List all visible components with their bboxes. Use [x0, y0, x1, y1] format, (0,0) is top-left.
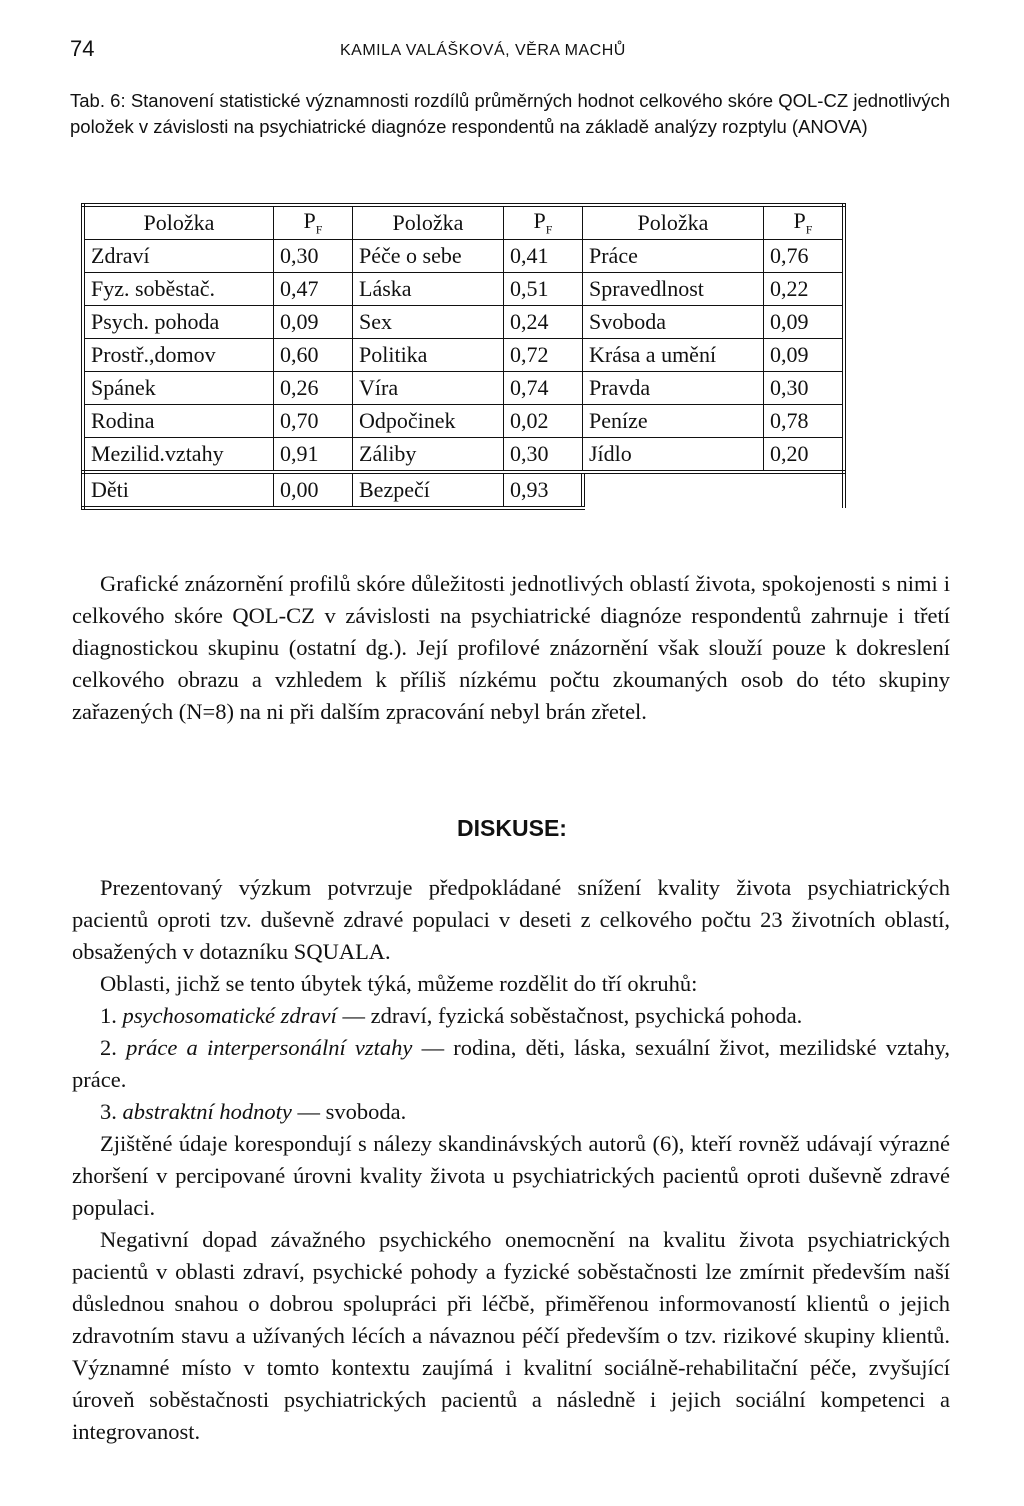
cell-item: Odpočinek	[353, 405, 504, 438]
cell-item: Víra	[353, 372, 504, 405]
discussion-body	[72, 872, 950, 1448]
running-head: KAMILA VALÁŠKOVÁ, VĚRA MACHŮ	[340, 42, 626, 59]
cell-pf: 0,22	[764, 273, 845, 306]
cell-pf: 0,09	[274, 306, 353, 339]
header-pf: $P_F$	[274, 205, 353, 240]
paragraph-research: Prezentovaný výzkum potvrzuje předpokládané snížení kvality života psychiatrických pacientů oproti tzv. duševně zdravé populaci v deseti z celkového počtu 23 životních oblastí, obsažených v dotazníku SQUALA.	[72, 875, 950, 964]
cell-pf: 0,26	[274, 372, 353, 405]
paragraph-impact: Negativní dopad závažného psychického onemocnění na kvalitu života psychiatrických pacientů v oblasti zdraví, psychické pohody a fyzické soběstačnosti lze zmírnit především naší důslednou snahou o dobrou spolupráci při léčbě, přiměřenou informovaností klientů o jejich zdravotním stavu a užívaných lécích a návaznou péčí především o tzv. rizikové skupiny klientů. Významné místo v tomto kontextu zaujímá i kvalitní sociálně-rehabilitační péče, zvyšující úroveň soběstačnosti psychiatrických pacientů a následně i jejich sociální kompetenci a integrovanost.	[72, 1227, 950, 1444]
cell-pf: 0,72	[504, 339, 583, 372]
cell-pf: 0,41	[504, 240, 583, 273]
header-item: Položka	[583, 205, 764, 240]
cell-pf: 0,30	[274, 240, 353, 273]
cell-item: Spánek	[83, 372, 274, 405]
table-row	[83, 339, 844, 372]
table-row	[83, 372, 844, 405]
table-row	[83, 438, 844, 473]
cell-pf: 0,93	[504, 472, 583, 508]
cell-item: Rodina	[83, 405, 274, 438]
cell-item: Krása a umění	[583, 339, 764, 372]
cell-pf: 0,76	[764, 240, 845, 273]
cell-item: Prostř.,domov	[83, 339, 274, 372]
cell-item: Láska	[353, 273, 504, 306]
section-heading: DISKUSE:	[457, 815, 567, 841]
page-number: 74	[70, 36, 95, 61]
table-row	[83, 405, 844, 438]
cell-item: Politika	[353, 339, 504, 372]
cell-item: Fyz. soběstač.	[83, 273, 274, 306]
cell-item: Záliby	[353, 438, 504, 473]
cell-item: Sex	[353, 306, 504, 339]
cell-pf: 0,70	[274, 405, 353, 438]
cell-pf: 0,51	[504, 273, 583, 306]
empty-cell	[583, 472, 845, 508]
cell-pf: 0,20	[764, 438, 845, 473]
header-pf: $P_F$	[504, 205, 583, 240]
cell-item: Zdraví	[83, 240, 274, 273]
cell-pf: 0,60	[274, 339, 353, 372]
cell-item: Jídlo	[583, 438, 764, 473]
table-row	[83, 273, 844, 306]
cell-item: Pravda	[583, 372, 764, 405]
table-caption: Tab. 6: Stanovení statistické významnosti rozdílů průměrných hodnot celkového skóre QOL-CZ jednotlivých položek v závislosti na psychiatrické diagnóze respondentů na základě analýzy rozptylu (ANOVA)	[70, 90, 950, 137]
cell-pf: 0,30	[504, 438, 583, 473]
paragraph-profiles: Grafické znázornění profilů skóre důležitosti jednotlivých oblastí života, spokojenosti s nimi i celkového skóre QOL-CZ v závislosti na psychiatrické diagnóze respondentů zahrnuje i třetí diagnostickou skupinu (ostatní dg.). Její profilové znázornění však slouží pouze k dokreslení celkového obrazu a vzhledem k příliš nízkému počtu zkoumaných osob do této skupiny zařazených (N=8) na ni při dalším zpracování nebyl brán zřetel.	[72, 571, 950, 724]
list-item: 1. psychosomatické zdraví — zdraví, fyzická soběstačnost, psychická pohoda.	[100, 1003, 803, 1028]
cell-item: Peníze	[583, 405, 764, 438]
table-row	[83, 240, 844, 273]
cell-item: Bezpečí	[353, 472, 504, 508]
table-row	[83, 306, 844, 339]
cell-item: Spravedlnost	[583, 273, 764, 306]
cell-pf: 0,30	[764, 372, 845, 405]
page-header	[70, 36, 950, 66]
anova-table	[81, 203, 846, 510]
cell-item: Svoboda	[583, 306, 764, 339]
table-row	[83, 472, 844, 508]
cell-item: Děti	[83, 472, 274, 508]
cell-item: Mezilid.vztahy	[83, 438, 274, 473]
header-item: Položka	[83, 205, 274, 240]
header-pf: $P_F$	[764, 205, 845, 240]
cell-pf: 0,02	[504, 405, 583, 438]
cell-pf: 0,74	[504, 372, 583, 405]
paragraph-findings: Zjištěné údaje korespondují s nálezy skandinávských autorů (6), kteří rovněž udávají výrazné zhoršení v percipované úrovni kvality života u psychiatrických pacientů oproti duševně zdravé populaci.	[72, 1131, 950, 1220]
cell-pf: 0,00	[274, 472, 353, 508]
cell-pf: 0,47	[274, 273, 353, 306]
table-header-row	[83, 205, 844, 240]
cell-pf: 0,09	[764, 306, 845, 339]
cell-item: Práce	[583, 240, 764, 273]
cell-pf: 0,24	[504, 306, 583, 339]
cell-pf: 0,91	[274, 438, 353, 473]
list-item: 2. práce a interpersonální vztahy — rodina, děti, láska, sexuální život, mezilidské vztahy, práce.	[72, 1035, 951, 1092]
cell-item: Péče o sebe	[353, 240, 504, 273]
cell-pf: 0,09	[764, 339, 845, 372]
list-item: 3. abstraktní hodnoty — svoboda.	[100, 1099, 407, 1124]
cell-pf: 0,78	[764, 405, 845, 438]
paragraph-areas: Oblasti, jichž se tento úbytek týká, můžeme rozdělit do tří okruhů:	[100, 971, 698, 996]
header-item: Položka	[353, 205, 504, 240]
cell-item: Psych. pohoda	[83, 306, 274, 339]
